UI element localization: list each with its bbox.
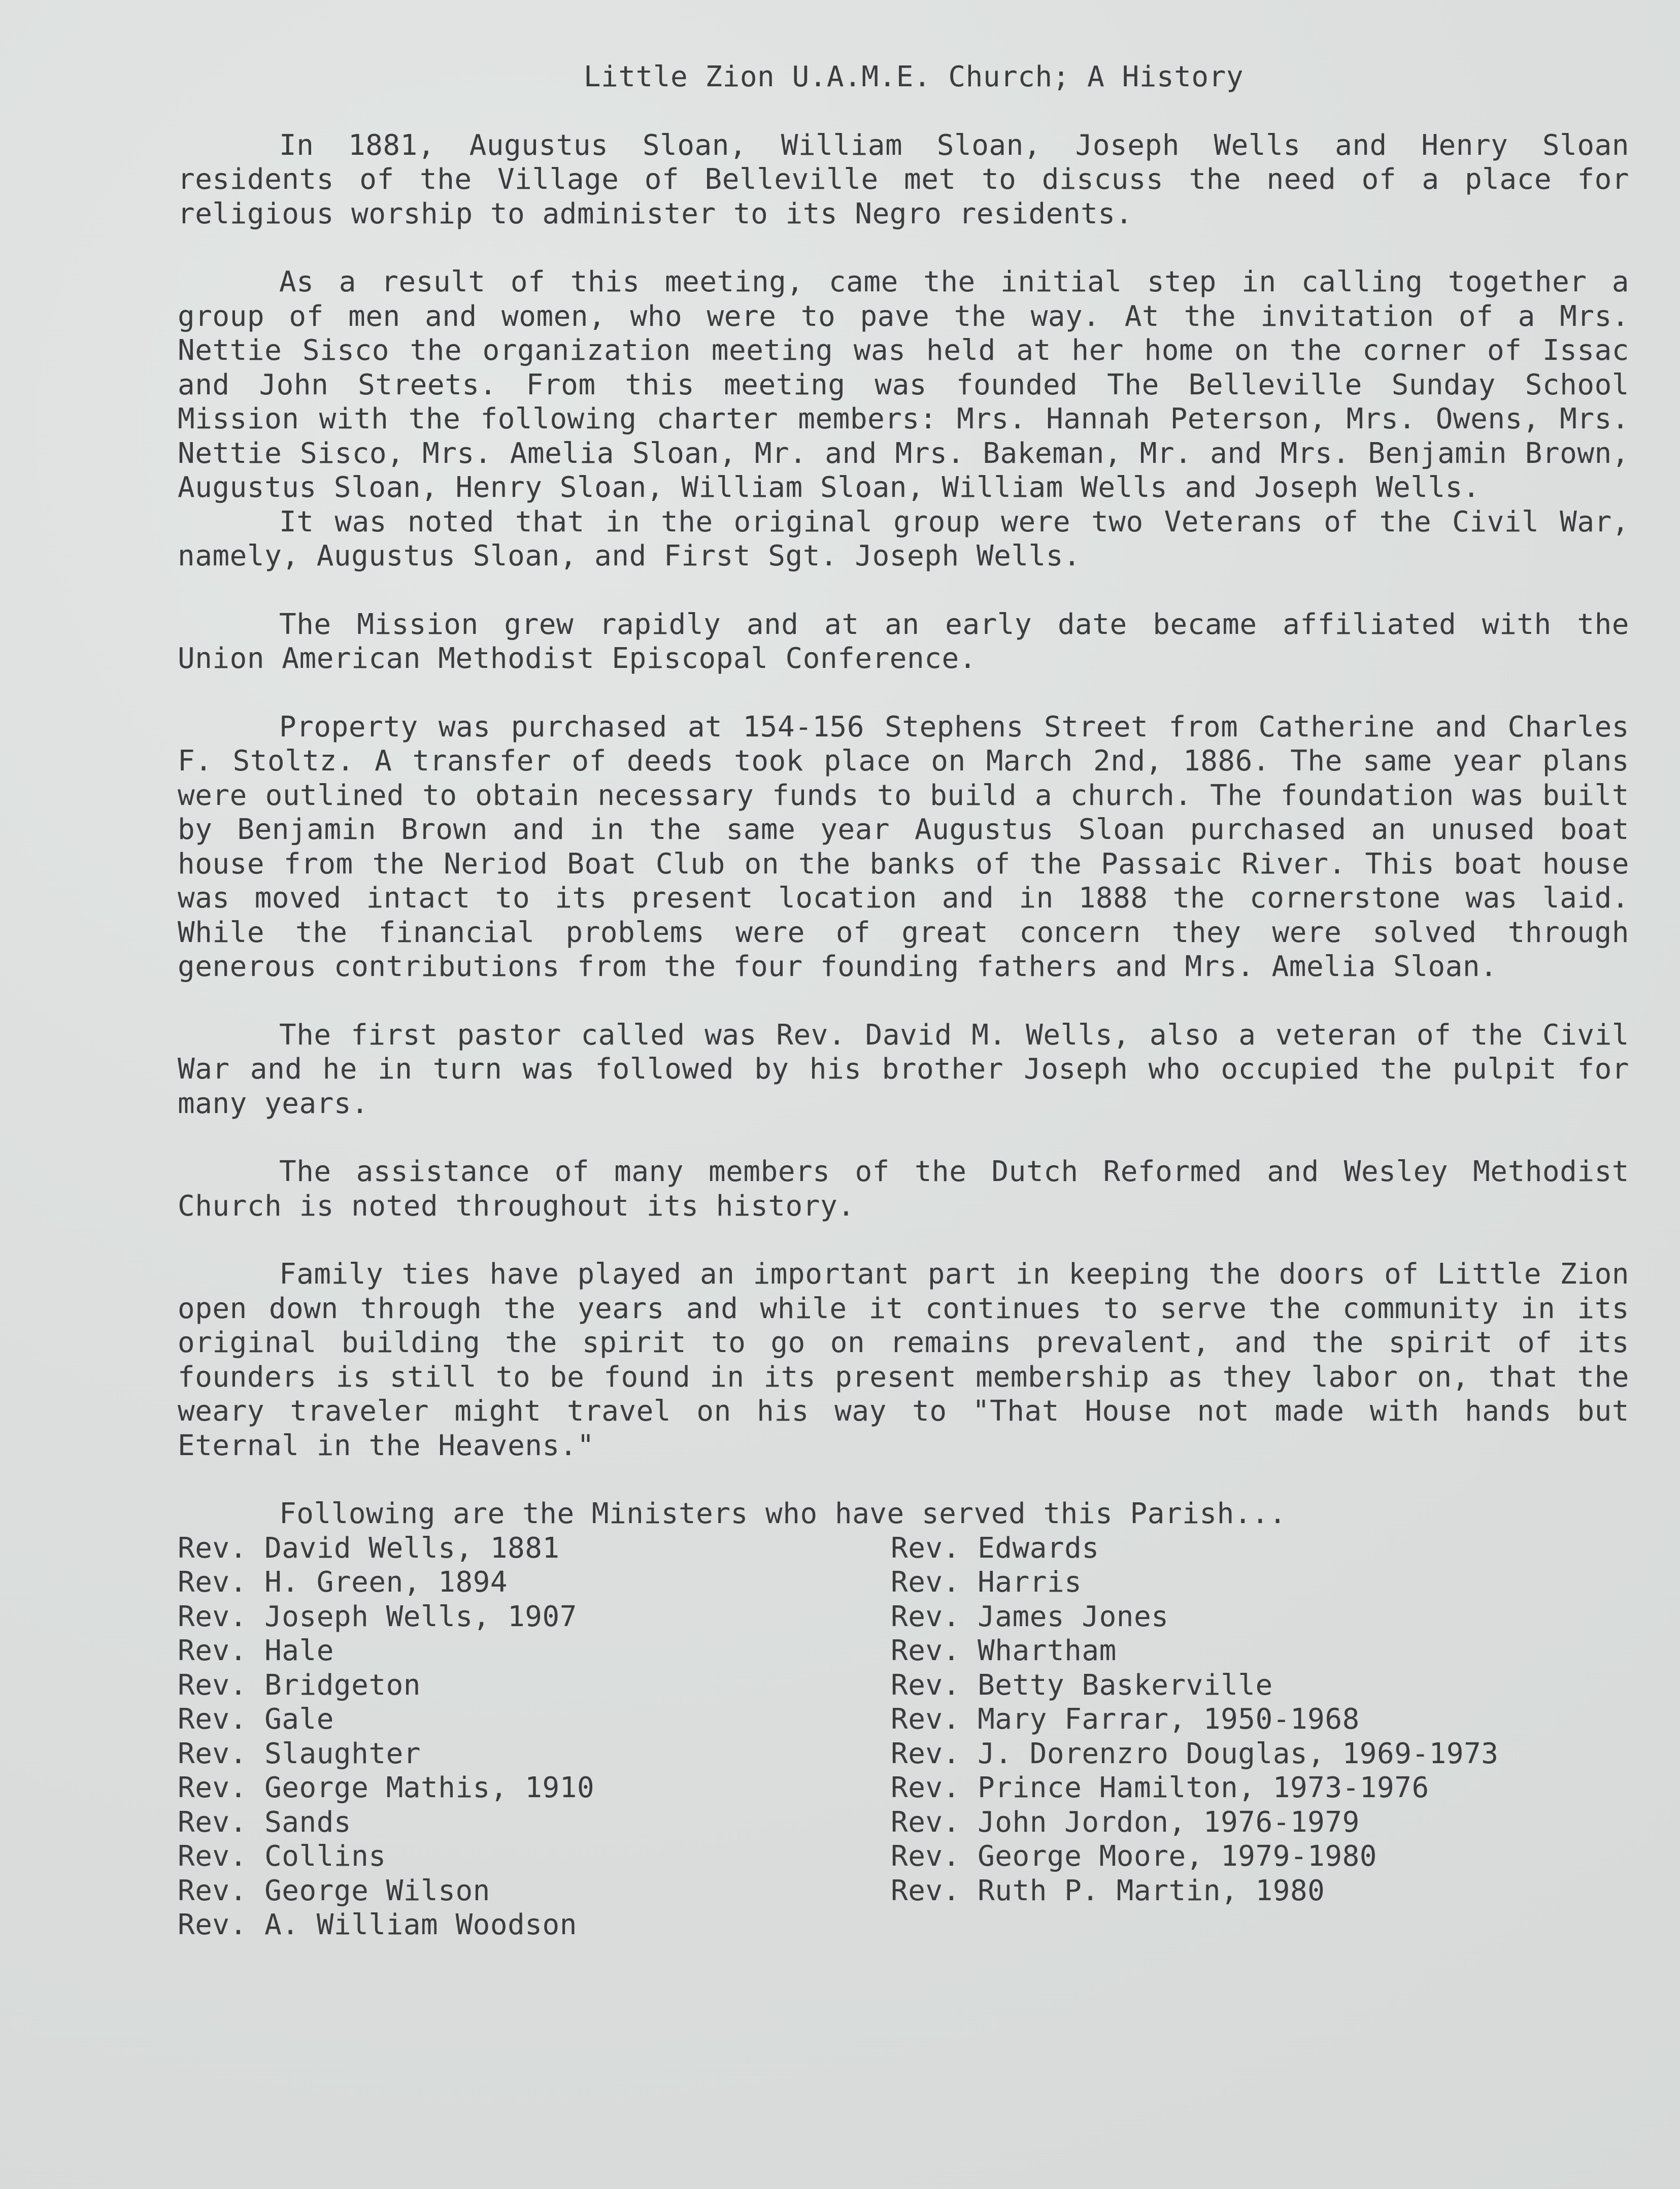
- minister-entry: Rev. George Wilson: [178, 1874, 490, 1907]
- minister-entry: Rev. Whartham: [891, 1634, 1117, 1667]
- minister-entry: Rev. Joseph Wells, 1907: [178, 1600, 577, 1633]
- ministers-column-left: [178, 1531, 891, 1942]
- minister-entry: Rev. Slaughter: [178, 1737, 421, 1770]
- minister-entry: Rev. Betty Baskerville: [891, 1668, 1273, 1702]
- minister-entry: Rev. Bridgeton: [178, 1668, 421, 1702]
- ministers-intro: Following are the Ministers who have served this Parish...: [279, 1497, 1287, 1530]
- minister-entry: Rev. Mary Farrar, 1950-1968: [891, 1703, 1360, 1736]
- paragraph-family-ties: Family ties have played an important part in keeping the doors of Little Zion open down through the years and while it continues to serve the community in its original building the spirit to go on remains prevalent, and the spirit of its founders is still to be found in its present membership as they labor on, that the weary traveler might travel on his way to "That House not made with hands but Eternal in the Heavens.": [178, 1258, 1629, 1462]
- paragraph-civil-war-veterans: It was noted that in the original group were two Veterans of the Civil War, namely, Augustus Sloan, and First Sgt. Joseph Wells.: [178, 505, 1629, 572]
- minister-entry: Rev. Sands: [178, 1805, 352, 1839]
- paragraph-first-pastor: The first pastor called was Rev. David M. Wells, also a veteran of the Civil War and he in turn was followed by his brother Joseph who occupied the pulpit for many years.: [178, 1018, 1629, 1120]
- minister-entry: Rev. Harris: [891, 1566, 1082, 1599]
- minister-entry: Rev. Collins: [178, 1840, 386, 1873]
- minister-entry: Rev. George Mathis, 1910: [178, 1771, 595, 1804]
- minister-entry: Rev. H. Green, 1894: [178, 1566, 508, 1599]
- minister-entry: Rev. Edwards: [891, 1531, 1099, 1565]
- ministers-column-right: [891, 1531, 1629, 1942]
- paragraph-assistance: The assistance of many members of the Dutch Reformed and Wesley Methodist Church is noted throughout its history.: [178, 1155, 1629, 1223]
- minister-entry: Rev. Hale: [178, 1634, 334, 1667]
- minister-entry: Rev. James Jones: [891, 1600, 1169, 1633]
- minister-entry: Rev. George Moore, 1979-1980: [891, 1840, 1377, 1873]
- document-page: [178, 60, 1629, 1942]
- minister-entry: Rev. A. William Woodson: [178, 1908, 577, 1941]
- minister-entry: Rev. J. Dorenzro Douglas, 1969-1973: [891, 1737, 1499, 1770]
- ministers-list: [178, 1531, 1629, 1942]
- minister-entry: Rev. Gale: [178, 1703, 334, 1736]
- minister-entry: Rev. David Wells, 1881: [178, 1531, 560, 1565]
- minister-entry: Rev. Ruth P. Martin, 1980: [891, 1874, 1325, 1907]
- paragraph-mission-affiliation: The Mission grew rapidly and at an early date became affiliated with the Union American Methodist Episcopal Conference.: [178, 608, 1629, 675]
- paragraph-founding: In 1881, Augustus Sloan, William Sloan, Joseph Wells and Henry Sloan residents of the Village of Belleville met to discuss the need of a place for religious worship to administer to its Negro residents.: [178, 128, 1629, 230]
- minister-entry: Rev. John Jordon, 1976-1979: [891, 1805, 1360, 1839]
- minister-entry: Rev. Prince Hamilton, 1973-1976: [891, 1771, 1429, 1804]
- document-title: Little Zion U.A.M.E. Church; A History: [583, 60, 1244, 93]
- paragraph-property-purchase: Property was purchased at 154-156 Stephens Street from Catherine and Charles F. Stoltz. A transfer of deeds took place on March 2nd, 1886. The same year plans were outlined to obtain necessary funds to build a church. The foundation was built by Benjamin Brown and in the same year Augustus Sloan purchased an unused boat house from the Neriod Boat Club on the banks of the Passaic River. This boat house was moved intact to its present location and in 1888 the cornerstone was laid. While the financial problems were of great concern they were solved through generous contributions from the four founding fathers and Mrs. Amelia Sloan.: [178, 710, 1629, 983]
- paragraph-organization-meeting: As a result of this meeting, came the initial step in calling together a group of men and women, who were to pave the way. At the invitation of a Mrs. Nettie Sisco the organization meeting was held at her home on the corner of Issac and John Streets. From this meeting was founded The Belleville Sunday School Mission with the following charter members: Mrs. Hannah Peterson, Mrs. Owens, Mrs. Nettie Sisco, Mrs. Amelia Sloan, Mr. and Mrs. Bakeman, Mr. and Mrs. Benjamin Brown, Augustus Sloan, Henry Sloan, William Sloan, William Wells and Joseph Wells.: [178, 265, 1629, 504]
